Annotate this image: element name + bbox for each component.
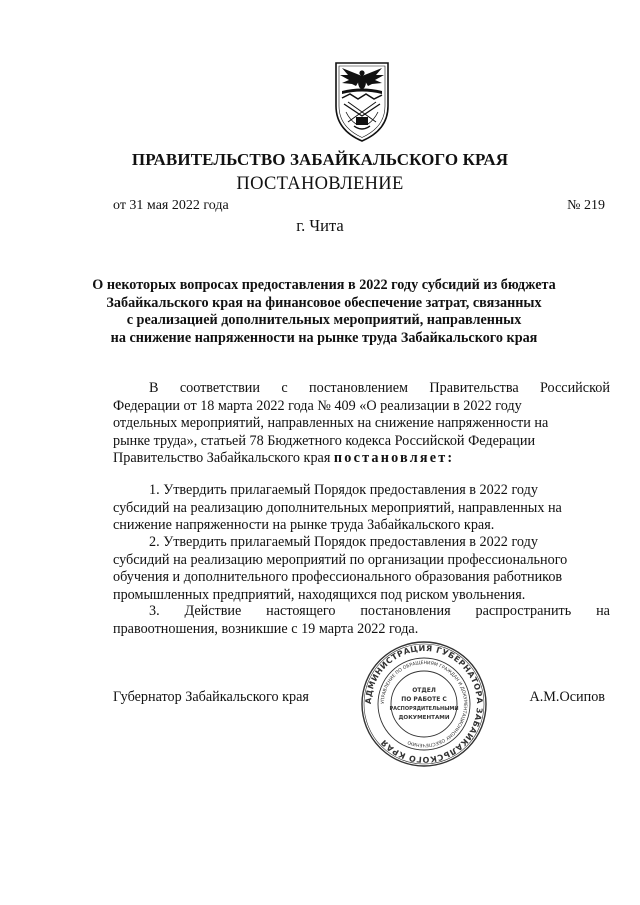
coat-of-arms-emblem [332, 60, 392, 144]
title-line: с реализацией дополнительных мероприятий, направленных [126, 312, 522, 328]
item-line: субсидий на реализацию дополнительных мероприятий, направленных на [113, 499, 562, 516]
document-type: ПОСТАНОВЛЕНИЕ [236, 174, 404, 194]
item-3-paragraph [113, 603, 610, 638]
stamp-center-line: РАСПОРЯДИТЕЛЬНЫМИ [389, 706, 459, 712]
item-line: 3. Действие настоящего постановления распространить на [149, 603, 610, 619]
title-line: Забайкальского края на финансовое обеспечение затрат, связанных [106, 294, 542, 311]
document-city: г. Чита [296, 216, 344, 235]
emblem-icon [332, 60, 392, 144]
document-number: № 219 [567, 198, 605, 213]
svg-text:УПРАВЛЕНИЕ ПО ОБРАЩЕНИЯМ ГРАЖД [380, 660, 468, 748]
preamble-line: Правительство Забайкальского края постановляет: [113, 450, 455, 466]
item-line: промышленных предприятий, находящихся под риском увольнения. [113, 586, 526, 603]
preamble-line: Федерации от 18 марта 2022 года № 409 «О реализации в 2022 году [113, 397, 522, 414]
stamp-center-line: ДОКУМЕНТАМИ [398, 715, 450, 721]
item-2-paragraph [113, 534, 610, 604]
item-line: правоотношения, возникшие с 19 марта 2022 года. [113, 620, 419, 637]
item-line: 2. Утвердить прилагаемый Порядок предоставления в 2022 году [149, 534, 538, 550]
title-line: на снижение напряженности на рынке труда Забайкальского края [110, 329, 538, 346]
item-1-paragraph [113, 482, 610, 535]
preamble-line: В соответствии с постановлением Правительства Российской [149, 380, 610, 396]
stamp-center-line: ОТДЕЛ [412, 687, 436, 694]
title-line: О некоторых вопросах предоставления в 2022 году субсидий из бюджета [92, 277, 556, 293]
preamble-line: рынке труда», статьей 78 Бюджетного кодекса Российской Федерации [113, 432, 536, 449]
item-line: субсидий на реализацию мероприятий по организации профессионального [113, 551, 568, 568]
organization-name: ПРАВИТЕЛЬСТВО ЗАБАЙКАЛЬСКОГО КРАЯ [131, 150, 509, 169]
stamp-ring-text: АДМИНИСТРАЦИЯ ГУБЕРНАТОРА ЗАБАЙКАЛЬСКОГО КРАЯ [363, 643, 485, 765]
preamble-paragraph [113, 380, 610, 468]
stamp-center-line: ПО РАБОТЕ С [401, 696, 447, 703]
item-line: 1. Утвердить прилагаемый Порядок предоставления в 2022 году [149, 482, 538, 498]
preamble-line: отдельных мероприятий, направленных на снижение напряженности на [113, 415, 549, 431]
official-stamp [360, 640, 488, 768]
document-date: от 31 мая 2022 года [113, 198, 229, 213]
item-line: снижение напряженности на рынке труда Забайкальского края. [113, 517, 495, 533]
stamp-inner-ring-text: УПРАВЛЕНИЕ ПО ОБРАЩЕНИЯМ ГРАЖДАН И ДОКУМЕНТАЦИОННОМУ ОБЕСПЕЧЕНИЮ [380, 660, 468, 748]
document-title [90, 277, 558, 347]
signatory-name: А.М.Осипов [529, 689, 605, 705]
stamp-seal-icon [360, 640, 488, 768]
item-line: обучения и дополнительного профессионального образования работников [113, 569, 563, 585]
signatory-position: Губернатор Забайкальского края [113, 689, 309, 705]
decree-word: постановляет: [333, 450, 455, 466]
